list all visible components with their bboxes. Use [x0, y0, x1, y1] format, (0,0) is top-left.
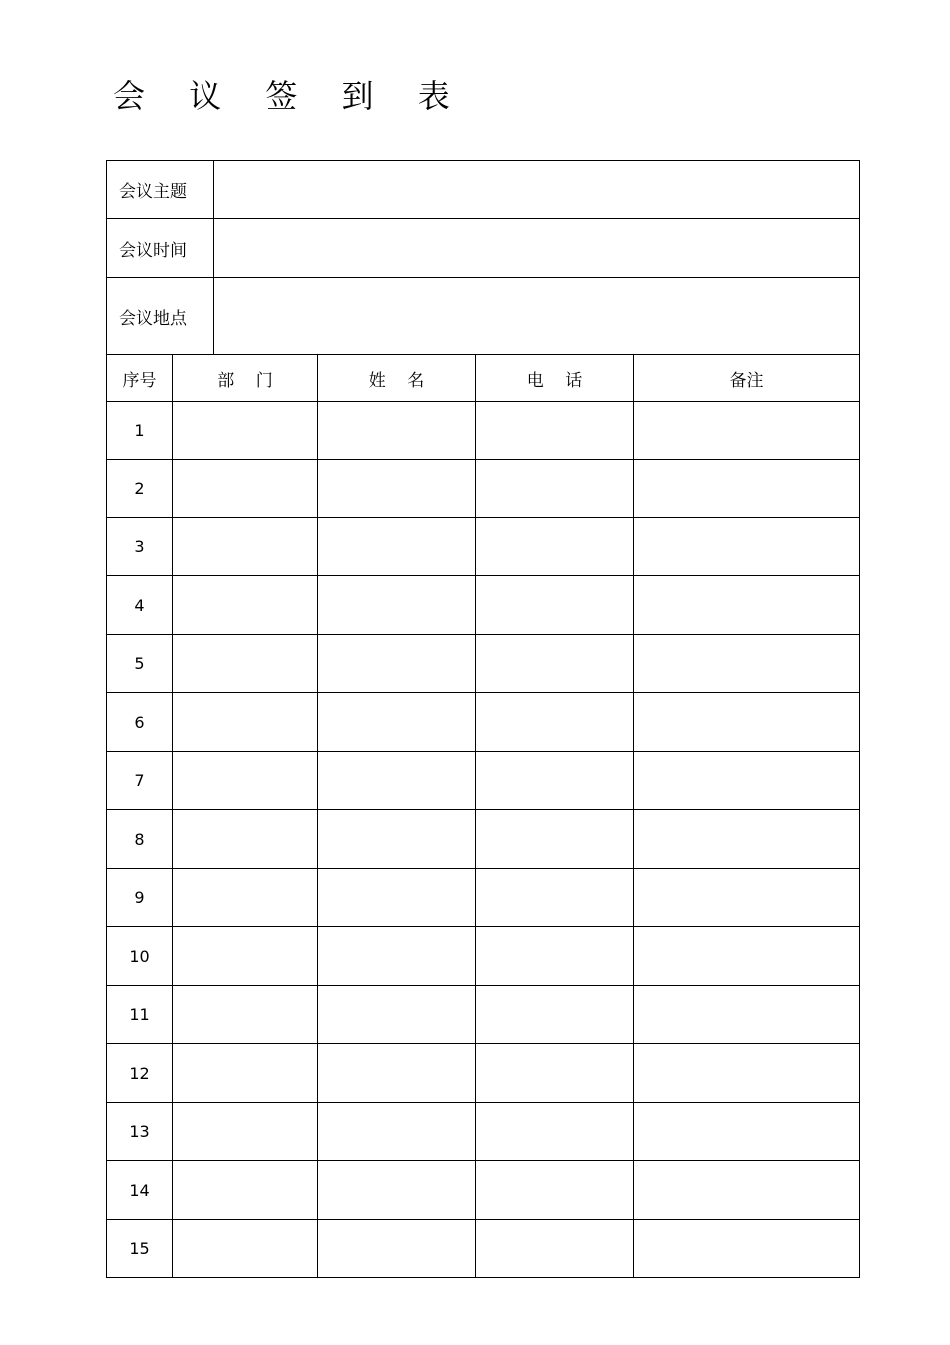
row-number: 3	[107, 518, 173, 576]
name-cell[interactable]	[318, 752, 476, 810]
phone-cell[interactable]	[476, 576, 634, 635]
info-label-time: 会议时间	[107, 219, 214, 278]
header-index: 序号	[107, 355, 173, 402]
phone-cell[interactable]	[476, 635, 634, 693]
department-cell[interactable]	[173, 635, 318, 693]
remarks-cell[interactable]	[634, 1103, 860, 1161]
info-value-location[interactable]	[214, 278, 860, 355]
row-number: 4	[107, 576, 173, 635]
remarks-cell[interactable]	[634, 693, 860, 752]
remarks-cell[interactable]	[634, 1044, 860, 1103]
header-remarks: 备注	[634, 355, 860, 402]
phone-cell[interactable]	[476, 518, 634, 576]
remarks-cell[interactable]	[634, 1220, 860, 1278]
header-phone: 电 话	[476, 355, 634, 402]
remarks-cell[interactable]	[634, 927, 860, 986]
name-cell[interactable]	[318, 402, 476, 460]
department-cell[interactable]	[173, 693, 318, 752]
table-row	[107, 869, 860, 927]
phone-cell[interactable]	[476, 693, 634, 752]
row-number: 14	[107, 1161, 173, 1220]
name-cell[interactable]	[318, 576, 476, 635]
info-value-topic[interactable]	[214, 161, 860, 219]
phone-cell[interactable]	[476, 1220, 634, 1278]
phone-cell[interactable]	[476, 752, 634, 810]
row-number: 8	[107, 810, 173, 869]
phone-cell[interactable]	[476, 1103, 634, 1161]
department-cell[interactable]	[173, 460, 318, 518]
name-cell[interactable]	[318, 927, 476, 986]
department-cell[interactable]	[173, 1044, 318, 1103]
name-cell[interactable]	[318, 1220, 476, 1278]
phone-cell[interactable]	[476, 1161, 634, 1220]
table-row	[107, 460, 860, 518]
table-row	[107, 927, 860, 986]
table-row	[107, 1103, 860, 1161]
remarks-cell[interactable]	[634, 869, 860, 927]
department-cell[interactable]	[173, 576, 318, 635]
info-value-time[interactable]	[214, 219, 860, 278]
table-row	[107, 402, 860, 460]
department-cell[interactable]	[173, 869, 318, 927]
document-title: 会 议 签 到 表	[113, 77, 467, 115]
row-number: 15	[107, 1220, 173, 1278]
phone-cell[interactable]	[476, 460, 634, 518]
row-number: 6	[107, 693, 173, 752]
remarks-cell[interactable]	[634, 576, 860, 635]
table-row	[107, 693, 860, 752]
info-row-time	[107, 219, 860, 278]
remarks-cell[interactable]	[634, 460, 860, 518]
name-cell[interactable]	[318, 1103, 476, 1161]
table-row	[107, 576, 860, 635]
info-label-topic: 会议主题	[107, 161, 214, 219]
row-number: 1	[107, 402, 173, 460]
table-row	[107, 635, 860, 693]
header-department: 部 门	[173, 355, 318, 402]
row-number: 13	[107, 1103, 173, 1161]
phone-cell[interactable]	[476, 1044, 634, 1103]
department-cell[interactable]	[173, 1220, 318, 1278]
info-row-location	[107, 278, 860, 355]
header-name: 姓 名	[318, 355, 476, 402]
phone-cell[interactable]	[476, 986, 634, 1044]
info-row-topic	[107, 161, 860, 219]
name-cell[interactable]	[318, 869, 476, 927]
phone-cell[interactable]	[476, 869, 634, 927]
remarks-cell[interactable]	[634, 402, 860, 460]
department-cell[interactable]	[173, 518, 318, 576]
name-cell[interactable]	[318, 986, 476, 1044]
row-number: 10	[107, 927, 173, 986]
department-cell[interactable]	[173, 810, 318, 869]
row-number: 9	[107, 869, 173, 927]
row-number: 12	[107, 1044, 173, 1103]
row-number: 2	[107, 460, 173, 518]
phone-cell[interactable]	[476, 810, 634, 869]
table-row	[107, 810, 860, 869]
name-cell[interactable]	[318, 693, 476, 752]
sign-in-table	[106, 160, 860, 1278]
name-cell[interactable]	[318, 518, 476, 576]
department-cell[interactable]	[173, 1161, 318, 1220]
department-cell[interactable]	[173, 986, 318, 1044]
name-cell[interactable]	[318, 1161, 476, 1220]
department-cell[interactable]	[173, 402, 318, 460]
column-header-row	[107, 355, 860, 402]
table-row	[107, 752, 860, 810]
department-cell[interactable]	[173, 927, 318, 986]
row-number: 11	[107, 986, 173, 1044]
row-number: 5	[107, 635, 173, 693]
phone-cell[interactable]	[476, 927, 634, 986]
phone-cell[interactable]	[476, 402, 634, 460]
name-cell[interactable]	[318, 460, 476, 518]
department-cell[interactable]	[173, 1103, 318, 1161]
info-label-location: 会议地点	[107, 278, 214, 355]
name-cell[interactable]	[318, 635, 476, 693]
table-row	[107, 1220, 860, 1278]
row-number: 7	[107, 752, 173, 810]
table-row	[107, 986, 860, 1044]
department-cell[interactable]	[173, 752, 318, 810]
name-cell[interactable]	[318, 810, 476, 869]
remarks-cell[interactable]	[634, 810, 860, 869]
remarks-cell[interactable]	[634, 635, 860, 693]
remarks-cell[interactable]	[634, 518, 860, 576]
remarks-cell[interactable]	[634, 1161, 860, 1220]
table-row	[107, 1044, 860, 1103]
name-cell[interactable]	[318, 1044, 476, 1103]
table-row	[107, 518, 860, 576]
table-row	[107, 1161, 860, 1220]
remarks-cell[interactable]	[634, 986, 860, 1044]
remarks-cell[interactable]	[634, 752, 860, 810]
